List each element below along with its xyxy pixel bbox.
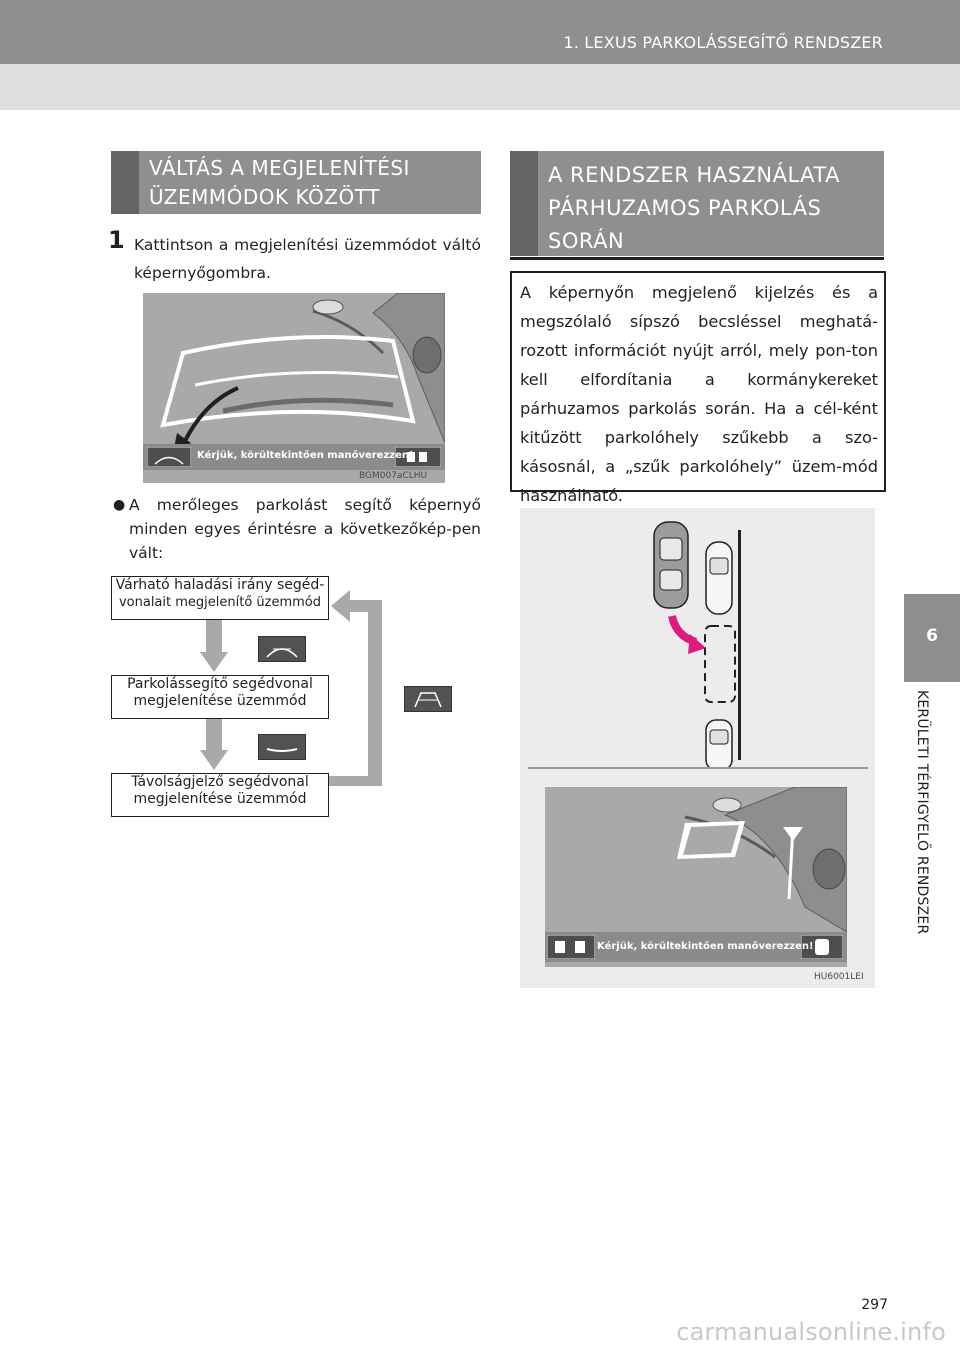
parking-diagram xyxy=(520,508,875,768)
figure-code: HU6001LEI xyxy=(814,972,864,982)
flow-box-line-1: Parkolássegítő segédvonal xyxy=(127,676,313,692)
header-title: 1. LEXUS PARKOLÁSSEGÍTŐ RENDSZER xyxy=(563,33,883,52)
section-heading-display-modes xyxy=(111,151,481,214)
distance-guide-mode-icon xyxy=(258,734,306,760)
parked-car-rear-icon xyxy=(706,720,732,768)
camera-screen-figure-2 xyxy=(545,787,847,967)
heading-text xyxy=(548,159,874,258)
bullet-icon: ● xyxy=(113,497,126,513)
heading-underline xyxy=(510,257,884,260)
bullet-text: A merőleges parkolást segítő képernyő minden egyes érintésre a következőkép-pen vált: xyxy=(129,496,481,562)
figure-code: BGM007aCLHU xyxy=(359,471,428,481)
flow-box-line-1: Várható haladási irány segéd- xyxy=(115,577,325,593)
camera-message: Kérjük, körültekintően manőverezzen! xyxy=(597,941,814,952)
flow-box-predicted-path-mode xyxy=(111,576,329,620)
flow-box-distance-guide-mode xyxy=(111,773,329,817)
parking-assist-mode-icon xyxy=(404,686,452,712)
step-number: 1 xyxy=(108,226,125,254)
flow-box-line-2: megjelenítése üzemmód xyxy=(133,693,307,709)
flow-box-line-2: vonalait megjelenítő üzemmód xyxy=(118,595,322,610)
reversing-car-icon xyxy=(654,522,688,608)
heading-line-1: A RENDSZER HASZNÁLATA xyxy=(548,163,840,187)
page-number: 297 xyxy=(861,1297,888,1313)
info-text: A képernyőn megjelenő kijelzés és a megszólaló sípszó becsléssel meghatá-rozott információt nyújt arról, mely pon-ton kell elfordítania a kormánykereket párhuzamos parkolás során. Ha a cél-ként kitűzött parkolóhely szűkebb a szo-kásosnál, a „szűk parkolóhely” üzem-mód használható. xyxy=(520,283,878,505)
parking-mode-button-icon xyxy=(547,935,595,959)
camera-message: Kérjük, körültekintően manőverezzen! xyxy=(197,450,414,461)
step-text: Kattintson a megjelenítési üzemmódot váltó képernyőgombra. xyxy=(134,236,481,282)
page-header xyxy=(0,0,960,64)
chapter-title-text: KERÜLETI TÉRFIGYELŐ RENDSZER xyxy=(914,690,930,935)
flow-box-line-1: Távolságjelző segédvonal xyxy=(131,774,309,790)
heading-line-3: SORÁN xyxy=(548,229,625,253)
flow-box-parking-assist-mode xyxy=(111,675,329,719)
figure-separator xyxy=(528,767,868,769)
display-mode-button-icon xyxy=(147,447,191,467)
header-strip xyxy=(0,64,960,110)
parked-car-front-icon xyxy=(706,542,732,614)
heading-line-2: ÜZEMMÓDOK KÖZÖTT xyxy=(149,185,380,209)
watermark: carmanualsonline.info xyxy=(676,1318,946,1346)
heading-accent-bar xyxy=(510,151,538,256)
section-heading-parallel-parking xyxy=(510,151,884,256)
target-parking-space xyxy=(705,626,735,702)
heading-line-2: PÁRHUZAMOS PARKOLÁS xyxy=(548,196,822,220)
heading-accent-bar xyxy=(111,151,139,214)
heading-line-1: VÁLTÁS A MEGJELENÍTÉSI xyxy=(149,156,410,180)
camera-screen-figure-1 xyxy=(143,293,445,483)
chapter-number: 6 xyxy=(926,626,938,646)
flow-box-line-2: megjelenítése üzemmód xyxy=(133,791,307,807)
heading-text xyxy=(149,154,471,212)
predicted-path-mode-icon xyxy=(258,636,306,662)
